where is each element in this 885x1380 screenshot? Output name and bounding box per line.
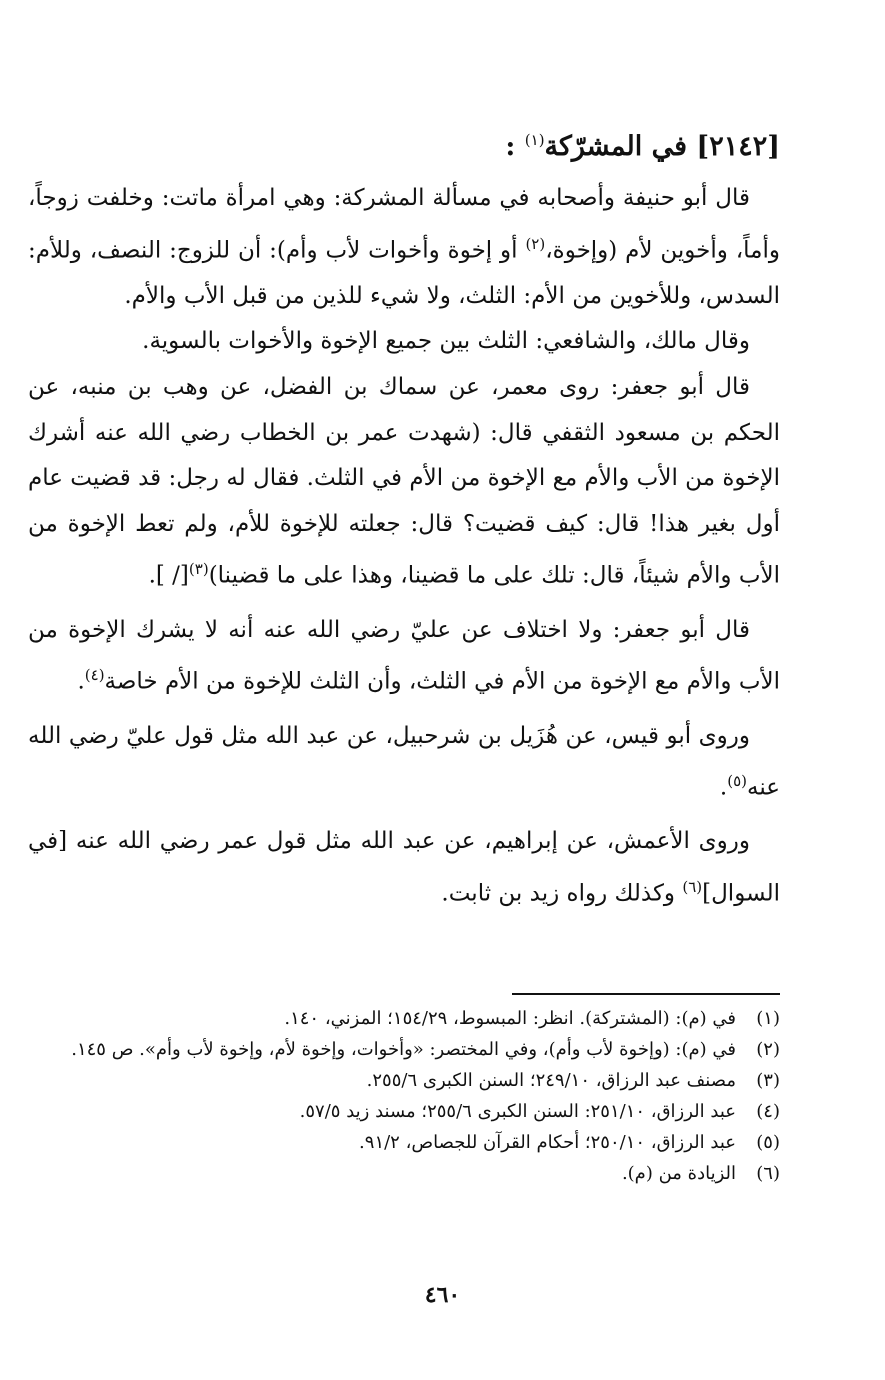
footnote-number: (٤) <box>756 1101 780 1122</box>
footnote-text: عبد الرزاق، ٢٥١/١٠: السنن الكبرى ٢٥٥/٦؛ مسند زيد ٥٧/٥. <box>299 1101 736 1122</box>
footnote-item <box>70 1158 780 1189</box>
footnote-text: مصنف عبد الرزاق، ٢٤٩/١٠؛ السنن الكبرى ٢٥٥/٦. <box>366 1070 736 1091</box>
footnote-item <box>70 1127 780 1158</box>
main-text <box>28 176 780 917</box>
footnote-item <box>70 1065 780 1096</box>
section-number: [٢١٤٢] <box>696 131 780 162</box>
footnote-ref[interactable]: (٥) <box>727 772 747 791</box>
footnote-number: (٥) <box>756 1132 780 1153</box>
footnote-separator <box>512 993 780 995</box>
paragraph: قال أبو جعفر: روى معمر، عن سماك بن الفضل، عن وهب بن منبه، عن الحكم بن مسعود الثقفي قال: (شهدت عمر بن الخطاب رضي الله عنه أشرك الإخوة من الأب والأم مع الإخوة من الأم في الثلث. فقال له رجل: قد قضيت عام أول بغير هذا! قال: كيف قضيت؟ قال: جعلته للإخوة للأم، ولم تعط الإخوة من الأب والأم شيئاً، قال: تلك على ما قضينا، وهذا على ما قضينا)$^{(٣)}$[/ ]. <box>28 374 780 590</box>
footnote-ref[interactable]: (٣) <box>188 560 209 579</box>
footnote-number: (١) <box>756 1008 780 1029</box>
section-heading <box>105 120 780 167</box>
footnote-number: (٦) <box>756 1163 780 1184</box>
footnote-number: (٢) <box>756 1039 780 1060</box>
footnote-text: في (م): (وإخوة لأب وأم)، وفي المختصر: «وأخوات، وإخوة لأم، وإخوة لأب وأم». ص ١٤٥. <box>71 1039 736 1060</box>
heading-colon: : <box>505 131 516 162</box>
footnote-text: عبد الرزاق، ٢٥٠/١٠؛ أحكام القرآن للجصاص، ٩١/٢. <box>359 1132 736 1153</box>
footnote-ref[interactable]: (٦) <box>682 877 703 896</box>
footnote-text: في (م): (المشتركة). انظر: المبسوط، ١٥٤/٢٩؛ المزني، ١٤٠. <box>284 1008 736 1029</box>
footnote-item <box>70 1003 780 1034</box>
footnote-item <box>70 1034 780 1065</box>
page-number: ٤٦٠ <box>424 1282 461 1308</box>
footnote-ref[interactable]: (٢) <box>525 234 546 253</box>
footnotes <box>70 1003 780 1189</box>
heading-footnote-ref[interactable]: (١) <box>524 131 545 149</box>
section-title: في المشرّكة <box>544 131 688 162</box>
paragraph: قال أبو جعفر: ولا اختلاف عن عليّ رضي الله عنه أنه لا يشرك الإخوة من الأب والأم مع الإخوة من الأم في الثلث، وأن الثلث للإخوة من الأم خاصة$^{(٤)}$. <box>28 616 780 695</box>
paragraph: قال أبو حنيفة وأصحابه في مسألة المشركة: وهي امرأة ماتت: وخلفت زوجاً، وأماً، وأخوين لأم (وإخوة،$^{(٢)}$ أو إخوة وأخوات لأب وأم): أن للزوج: النصف، وللأم: السدس، وللأخوين من الأم: الثلث، ولا شيء للذين من قبل الأب والأم. <box>28 185 781 309</box>
paragraph: وروى الأعمش، عن إبراهيم، عن عبد الله مثل قول عمر رضي الله عنه [في السوال]$^{(٦)}$ وكذلك رواه زيد بن ثابت. <box>28 828 780 907</box>
footnote-ref[interactable]: (٤) <box>84 666 105 685</box>
paragraph: وقال مالك، والشافعي: الثلث بين جميع الإخوة والأخوات بالسوية. <box>142 328 750 355</box>
footnote-text: الزيادة من (م). <box>621 1163 736 1184</box>
paragraph: وروى أبو قيس، عن هُزَيل بن شرحبيل، عن عبد الله مثل قول عليّ رضي الله عنه$^{(٥)}$. <box>28 722 780 801</box>
footnote-item <box>70 1096 780 1127</box>
footnote-number: (٣) <box>756 1070 780 1091</box>
